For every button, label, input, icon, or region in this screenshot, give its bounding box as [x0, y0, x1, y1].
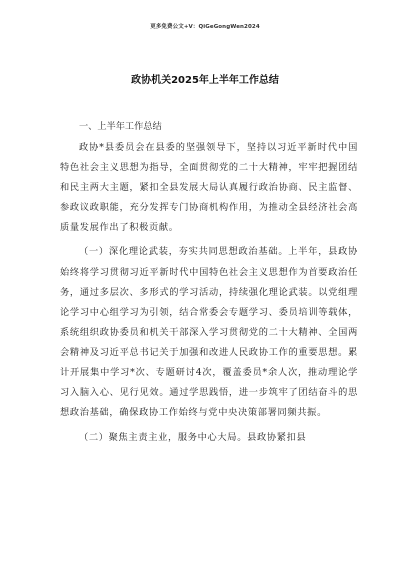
section-heading: 一、上半年工作总结: [79, 121, 162, 132]
document-body: [60, 117, 358, 449]
header-note: 更多免费公文+V：QiGeGongWen2024: [150, 24, 260, 30]
paragraph-intro: 政协*县委员会在县委的坚强领导下，坚持以习近平新时代中国特色社会主义思想为指导，全面贯彻党的二十大精神，牢牢把握团结和民主两大主题，紧扣全县发展大局认真履行政治协商、民主监督、参政议政职能，充分发挥专门协商机构作用，为推动全县经济社会高质量发展作出了积极贡献。: [60, 142, 358, 234]
document-title: 政协机关2025年上半年工作总结: [131, 75, 279, 86]
paragraph-serve-center: （二）聚焦主责主业，服务中心大局。县政协紧扣县: [79, 432, 307, 444]
paragraph-theory-study: （一）深化理论武装，夯实共同思想政治基础。上半年，县政协始终将学习贯彻习近平新时代中国特色社会主义思想作为首要政治任务，通过多层次、多形式的学习活动，持续强化理论武装。以党组理论学习中心组学习为引领，结合常委会专题学习、委员培训等载体，系统组织政协委员和机关干部深入学习贯彻党的二十大精神、全国两会精神及习近平总书记关于加强和改进人民政协工作的重要思想。累计开展集中学习*次、专题研讨4次，覆盖委员*余人次，推动理论学习入脑入心、见行见效。通过学思践悟，进一步筑牢了团结奋斗的思想政治基础，确保政协工作始终与党中央决策部署同频共振。: [60, 246, 358, 419]
